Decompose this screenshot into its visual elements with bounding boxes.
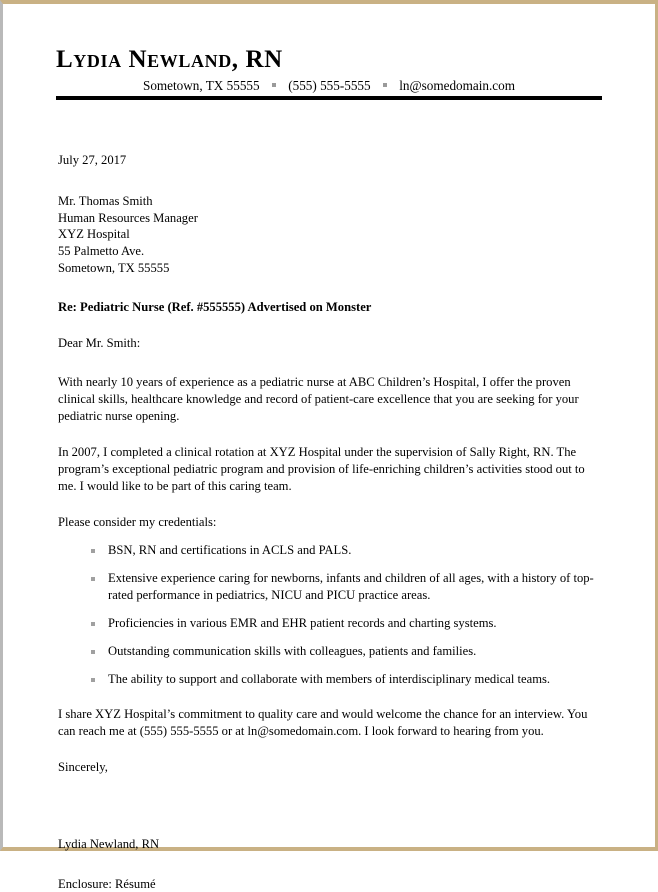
- signature-name: Lydia Newland, RN: [58, 837, 160, 852]
- list-item-text: Extensive experience caring for newborns, infants and children of all ages, with a history of top-rated performance in pediatrics, NICU and PICU practice areas.: [108, 571, 594, 603]
- sign-off: Sincerely,: [58, 760, 108, 775]
- list-item: [58, 542, 601, 559]
- list-item: [58, 671, 601, 688]
- recipient-address-block: [58, 193, 601, 277]
- square-separator-icon: [272, 83, 276, 87]
- body-paragraph-2: In 2007, I completed a clinical rotation at XYZ Hospital under the supervision of Sally Right, RN. The program’s exceptional pediatric program and provision of life-enriching children’s activities stood out to me. I would like to be part of this caring team.: [58, 444, 585, 493]
- recipient-name: Mr. Thomas Smith: [58, 193, 153, 208]
- list-item-text: The ability to support and collaborate with members of interdisciplinary medical teams.: [108, 672, 551, 687]
- recipient-company: XYZ Hospital: [58, 227, 130, 242]
- square-bullet-icon: [91, 650, 95, 654]
- square-bullet-icon: [91, 678, 95, 682]
- letter-date: July 27, 2017: [58, 153, 127, 168]
- letter-sheet: [3, 4, 655, 891]
- salutation: Dear Mr. Smith:: [58, 336, 141, 351]
- list-item-text: Proficiencies in various EMR and EHR patient records and charting systems.: [108, 616, 497, 631]
- square-bullet-icon: [91, 622, 95, 626]
- body-paragraph-1: With nearly 10 years of experience as a pediatric nurse at ABC Children’s Hospital, I offer the proven clinical skills, healthcare knowledge and record of patient-care excellence that you are seeking for your pediatric nurse opening.: [58, 374, 579, 423]
- contact-location: Sometown, TX 55555: [142, 77, 260, 93]
- square-bullet-icon: [91, 549, 95, 553]
- list-item-text: BSN, RN and certifications in ACLS and PALS.: [108, 543, 352, 558]
- list-item: [58, 570, 601, 604]
- contact-email: ln@somedomain.com: [399, 77, 516, 93]
- contact-phone: (555) 555-5555: [288, 77, 371, 93]
- recipient-city-state-zip: Sometown, TX 55555: [58, 260, 170, 275]
- list-item-text: Outstanding communication skills with colleagues, patients and families.: [108, 644, 477, 659]
- closing-paragraph: I share XYZ Hospital’s commitment to quality care and would welcome the chance for an interview. You can reach me at (555) 555-5555 or at ln@somedomain.com. I look forward to hearing from you.: [58, 707, 588, 739]
- recipient-title: Human Resources Manager: [58, 210, 198, 225]
- letter-body: [53, 100, 605, 892]
- recipient-street: 55 Palmetto Ave.: [58, 244, 145, 259]
- square-separator-icon: [383, 83, 387, 87]
- page-title: Lydia Newland, RN: [56, 46, 283, 73]
- subject-line: Re: Pediatric Nurse (Ref. #555555) Advertised on Monster: [58, 299, 372, 314]
- enclosure-line: Enclosure: Résumé: [58, 876, 156, 891]
- list-item: [58, 643, 601, 660]
- list-item: [58, 615, 601, 632]
- credentials-intro: Please consider my credentials:: [58, 514, 217, 529]
- credentials-list: [58, 542, 601, 688]
- letterhead: [53, 4, 605, 100]
- square-bullet-icon: [91, 577, 95, 581]
- contact-line: [53, 78, 605, 94]
